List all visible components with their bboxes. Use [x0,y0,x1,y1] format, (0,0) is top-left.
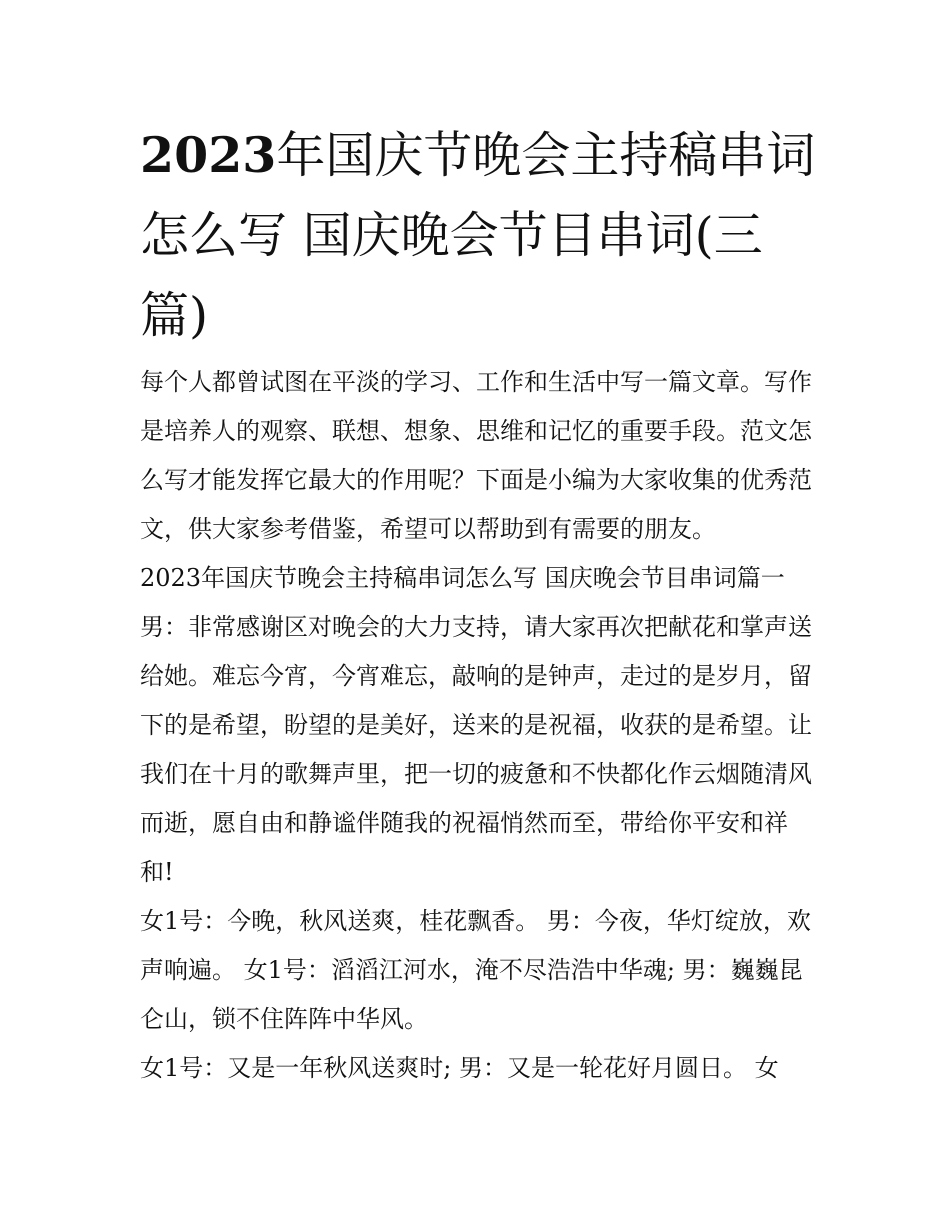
dialogue-paragraph: 男：非常感谢区对晚会的大力支持，请大家再次把献花和掌声送给她。难忘今宵，今宵难忘，敲响的是钟声，走过的是岁月，留下的是希望，盼望的是美好，送来的是祝福，收获的是希望。让我们在十月的歌舞声里，把一切的疲惫和不快都化作云烟随清风而逝，愿自由和静谧伴随我的祝福悄然而至，带给你平安和祥和! [140,613,812,886]
title-text: 年国庆节晚会主持稿串词怎么写 国庆晚会节目串词(三篇) [140,127,816,344]
document-body [140,358,820,1093]
dialogue-paragraph: 女1号：今晚，秋风送爽，桂花飘香。 男：今夜，华灯绽放，欢声响遍。 女1号：滔滔江河水，淹不尽浩浩中华魂; 男：巍巍昆仑山，锁不住阵阵中华风。 [140,907,811,1033]
section-heading: 2023年国庆节晚会主持稿串词怎么写 国庆晚会节目串词篇一 [140,564,785,592]
intro-paragraph: 每个人都曾试图在平淡的学习、工作和生活中写一篇文章。写作是培养人的观察、联想、想象、思维和记忆的重要手段。范文怎么写才能发挥它最大的作用呢？下面是小编为大家收集的优秀范文，供大家参考借鉴，希望可以帮助到有需要的朋友。 [140,368,812,543]
title-year: 2023 [140,126,277,184]
document-title [140,115,820,356]
dialogue-paragraph: 女1号：又是一年秋风送爽时; 男：又是一轮花好月圆日。 女 [140,1054,779,1082]
